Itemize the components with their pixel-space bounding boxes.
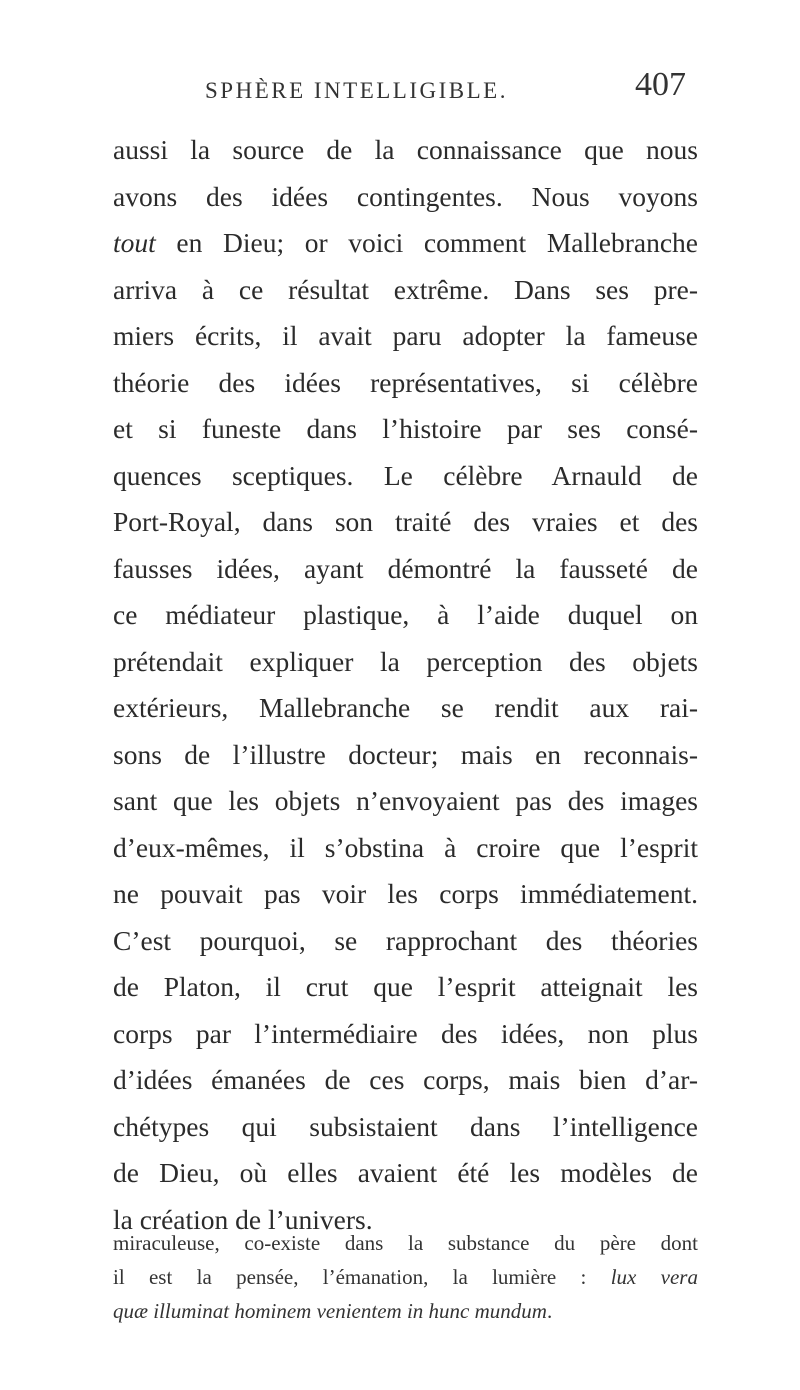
text-line: arriva à ce résultat extrême. Dans ses pre- bbox=[113, 273, 698, 305]
text-line: miers écrits, il avait paru adopter la fameuse bbox=[113, 320, 698, 351]
text-line: fausses idées, ayant démontré la fausseté de bbox=[113, 552, 698, 584]
page-header bbox=[205, 66, 725, 112]
text-line: quences sceptiques. Le célèbre Arnauld de bbox=[113, 459, 698, 491]
footnote bbox=[113, 1226, 698, 1328]
text-line: ne pouvait pas voir les corps immédiatement. bbox=[113, 878, 698, 909]
text-line: d’idées émanées de ces corps, mais bien d’ar- bbox=[113, 1064, 698, 1095]
text-line: extérieurs, Mallebranche se rendit aux rai- bbox=[113, 692, 698, 723]
text-line: théorie des idées représentatives, si célèbre bbox=[113, 366, 698, 398]
text-line bbox=[113, 220, 698, 267]
text-line: aussi la source de la connaissance que nous bbox=[113, 134, 698, 165]
text-line: corps par l’intermédiaire des idées, non plus bbox=[113, 1017, 698, 1049]
text-line: la création de l’univers. bbox=[113, 1203, 373, 1235]
text-fragment: il est la pensée, l’émanation, la lumière : bbox=[113, 1265, 611, 1289]
text-line: C’est pourquoi, se rapprochant des théories bbox=[113, 924, 698, 956]
text-line: chétypes qui subsistaient dans l’intelligence bbox=[113, 1110, 698, 1142]
page-number: 407 bbox=[635, 66, 686, 103]
text-line: sons de l’illustre docteur; mais en reconnais- bbox=[113, 738, 698, 770]
text-line: Port-Royal, dans son traité des vraies et des bbox=[113, 506, 698, 537]
text-fragment: en Dieu; or voici comment Mallebranche bbox=[155, 227, 698, 258]
text-line: sant que les objets n’envoyaient pas des images bbox=[113, 785, 698, 816]
text-line: et si funeste dans l’histoire par ses consé- bbox=[113, 413, 698, 444]
footnote-line: miraculeuse, co-existe dans la substance du père dont bbox=[113, 1231, 698, 1255]
text-line: prétendait expliquer la perception des objets bbox=[113, 645, 698, 677]
main-text bbox=[113, 127, 698, 1243]
text-line: de Platon, il crut que l’esprit atteignait les bbox=[113, 971, 698, 1002]
text-line: ce médiateur plastique, à l’aide duquel on bbox=[113, 599, 698, 630]
footnote-line bbox=[113, 1294, 698, 1328]
text-line: d’eux-mêmes, il s’obstina à croire que l’esprit bbox=[113, 831, 698, 863]
latin-quote: quæ illuminat hominem venientem in hunc mundum bbox=[113, 1299, 547, 1323]
footnote-line bbox=[113, 1260, 698, 1294]
running-head: SPHÈRE INTELLIGIBLE. bbox=[205, 78, 508, 103]
text-fragment: . bbox=[546, 1299, 553, 1323]
italic-word: tout bbox=[113, 227, 156, 258]
text-line: de Dieu, où elles avaient été les modèles de bbox=[113, 1157, 698, 1188]
text-line: avons des idées contingentes. Nous voyons bbox=[113, 180, 698, 212]
latin-quote: lux vera bbox=[610, 1265, 698, 1289]
